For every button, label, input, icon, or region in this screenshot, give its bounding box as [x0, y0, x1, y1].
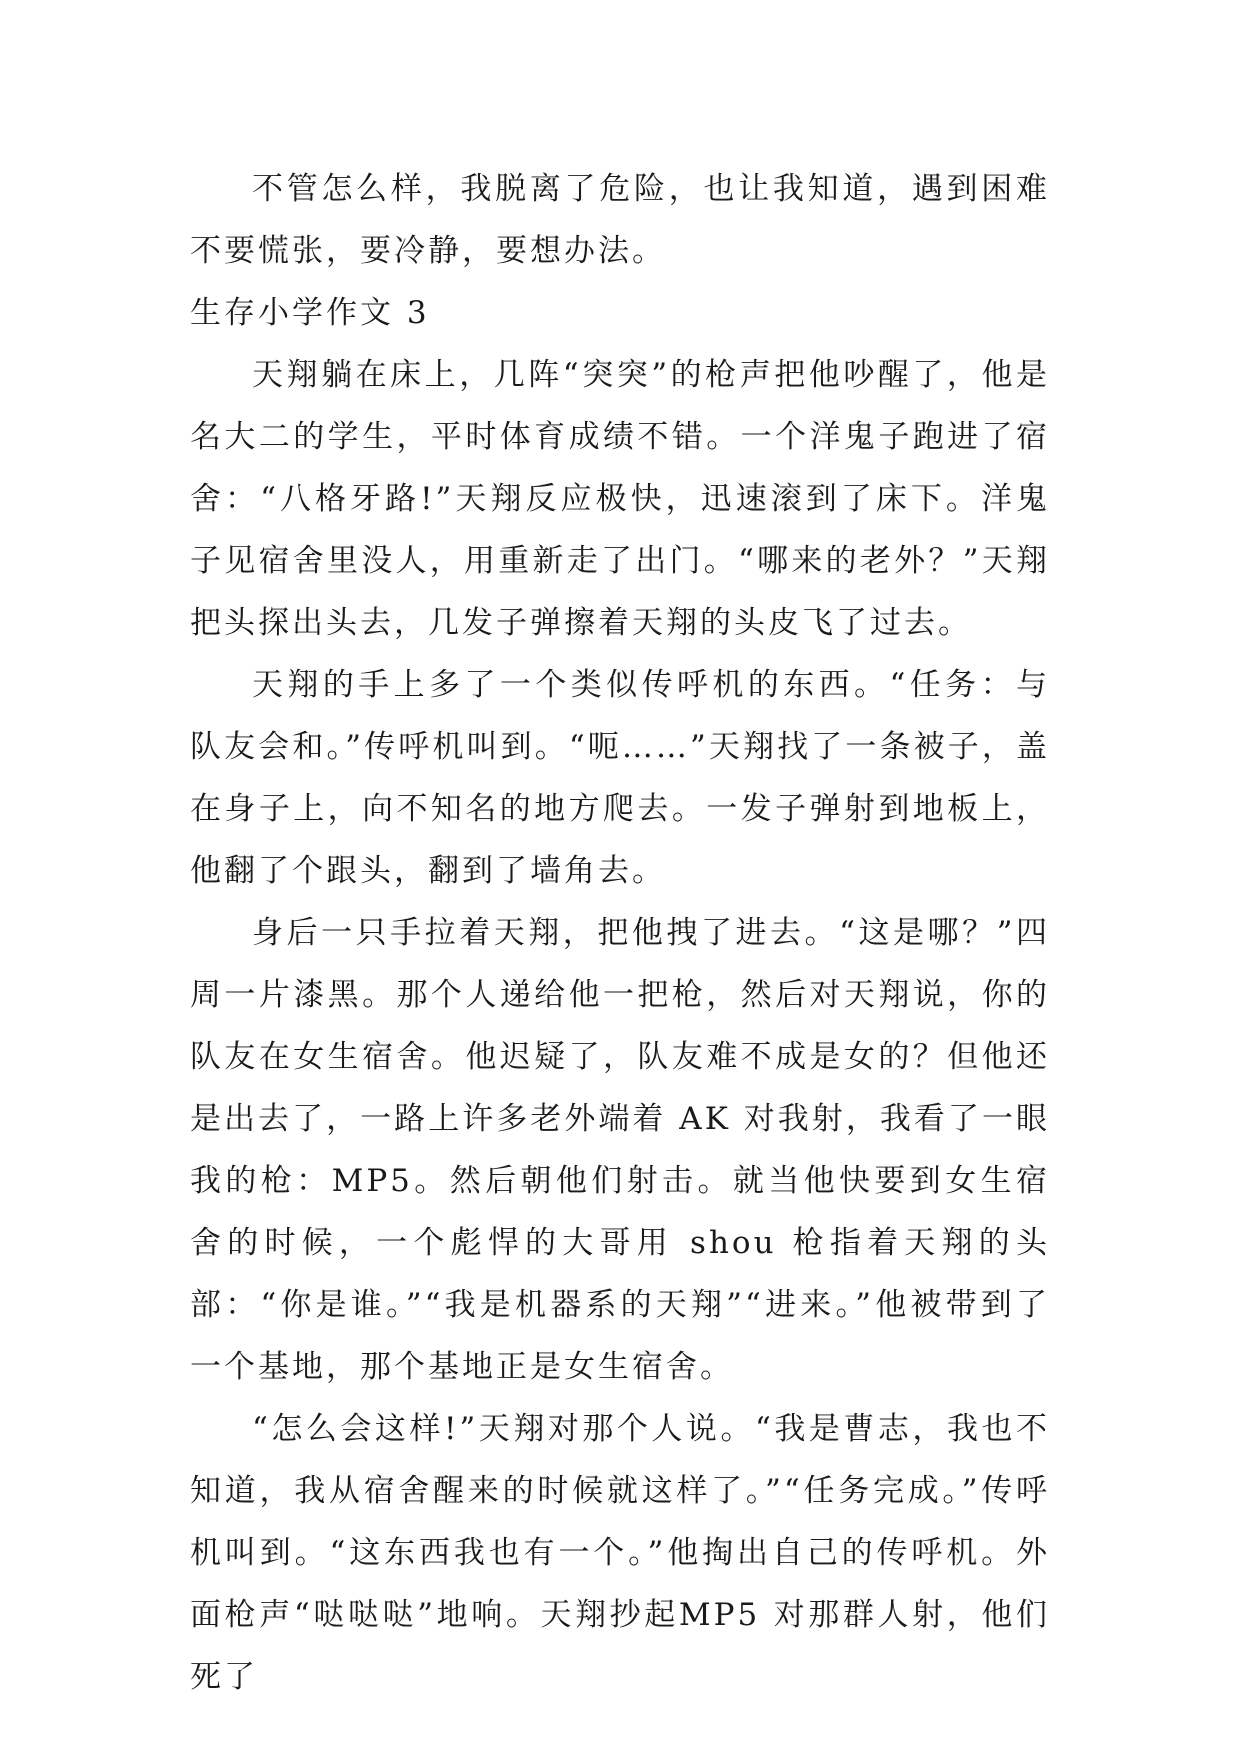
paragraph: 天翔躺在床上，几阵“突突”的枪声把他吵醒了，他是名大二的学生，平时体育成绩不错。一个洋鬼子跑进了宿舍：“八格牙路!”天翔反应极快，迅速滚到了床下。洋鬼子见宿舍里没人，用重新走了出门。“哪来的老外？”天翔把头探出头去，几发子弹擦着天翔的头皮飞了过去。 [190, 357, 1050, 641]
section-heading: 生存小学作文 3 [190, 295, 430, 331]
paragraph: 天翔的手上多了一个类似传呼机的东西。“任务：与队友会和。”传呼机叫到。“呃……”天翔找了一条被子，盖在身子上，向不知名的地方爬去。一发子弹射到地板上，他翻了个跟头，翻到了墙角去。 [190, 667, 1050, 889]
paragraph: 不管怎么样，我脱离了危险，也让我知道，遇到困难不要慌张，要冷静，要想办法。 [190, 171, 1050, 269]
paragraph: “怎么会这样!”天翔对那个人说。“我是曹志，我也不知道，我从宿舍醒来的时候就这样了。”“任务完成。”传呼机叫到。“这东西我也有一个。”他掏出自己的传呼机。外面枪声“哒哒哒”地响。天翔抄起MP5 对那群人射，他们死了 [190, 1411, 1050, 1695]
paragraph: 身后一只手拉着天翔，把他拽了进去。“这是哪？”四周一片漆黑。那个人递给他一把枪，然后对天翔说，你的队友在女生宿舍。他迟疑了，队友难不成是女的？但他还是出去了，一路上许多老外端着 AK 对我射，我看了一眼我的枪：MP5。然后朝他们射击。就当他快要到女生宿舍的时候，一个彪悍的大哥用 shou 枪指着天翔的头部：“你是谁。”“我是机器系的天翔”“进来。”他被带到了一个基地，那个基地正是女生宿舍。 [190, 915, 1050, 1385]
document-body [190, 158, 1050, 1708]
